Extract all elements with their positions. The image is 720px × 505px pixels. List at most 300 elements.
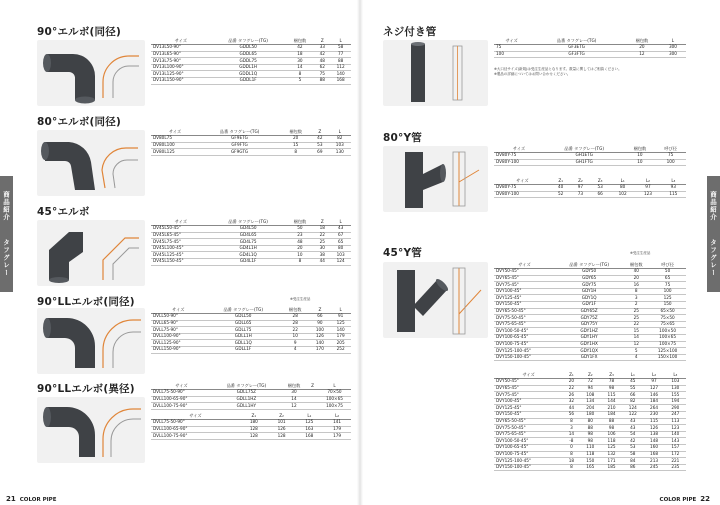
table-cell: 23 bbox=[286, 232, 315, 239]
table-cell: 97 bbox=[571, 185, 591, 192]
table-cell: 290 bbox=[665, 405, 686, 412]
table-cell: 110 bbox=[580, 445, 601, 452]
table-cell: GF9GTG bbox=[199, 149, 280, 156]
table-cell: 40 bbox=[623, 269, 649, 276]
table-cell: 66 bbox=[310, 314, 331, 321]
col-header: サイズ bbox=[151, 413, 240, 420]
table-row bbox=[494, 159, 686, 166]
table-cell: 18 bbox=[314, 226, 330, 233]
table-cell: 100×65 bbox=[318, 396, 351, 403]
table-cell: DVLL75-50-90° bbox=[151, 390, 212, 397]
page-fold bbox=[357, 0, 363, 505]
table-cell: 12 bbox=[624, 51, 660, 58]
col-header: 梱包数 bbox=[286, 219, 315, 226]
table-cell: DVY125-45° bbox=[494, 295, 555, 302]
table-cell: 247 bbox=[665, 412, 686, 419]
title-ll90: 90°LLエルボ(同径) bbox=[37, 296, 135, 308]
table-cell: GDY1Q bbox=[555, 295, 623, 302]
col-header: 品番 タフグレー(TG) bbox=[544, 146, 625, 153]
table-cell: 55 bbox=[622, 385, 643, 392]
table-cell: GD4L1F bbox=[211, 259, 286, 266]
table-elbow45 bbox=[151, 219, 351, 266]
table-cell: DVY150-100-45° bbox=[494, 354, 555, 361]
table-cell: 140 bbox=[310, 340, 331, 347]
col-header: 品番 タフグレー(TG) bbox=[529, 38, 624, 45]
photo-y80 bbox=[383, 146, 488, 212]
table-cell: 38 bbox=[314, 252, 330, 259]
table-cell: DVLL100-75-90° bbox=[151, 403, 212, 410]
table-cell: GDLL1HY bbox=[212, 403, 281, 410]
table-cell: 66 bbox=[622, 392, 643, 399]
table-cell: 127 bbox=[643, 385, 664, 392]
table-cell: 115 bbox=[643, 418, 664, 425]
table-cell: 22 bbox=[623, 321, 649, 328]
table-cell: GDDL50 bbox=[211, 45, 286, 52]
col-header: L₁ bbox=[610, 178, 635, 185]
table-cell: 26 bbox=[563, 392, 580, 399]
table-cell: 8 bbox=[563, 418, 580, 425]
table-row bbox=[494, 341, 686, 348]
col-header: Z₂ bbox=[268, 413, 296, 420]
table-cell: DVY75-45° bbox=[494, 392, 563, 399]
table-row bbox=[151, 333, 351, 340]
col-header: 梱包数 bbox=[281, 383, 307, 390]
table-elbow90 bbox=[151, 38, 351, 85]
table-row bbox=[494, 308, 686, 315]
table-cell: 103 bbox=[329, 142, 351, 149]
table-cell: 62 bbox=[314, 64, 330, 71]
table-cell: 10 bbox=[625, 153, 656, 160]
table-cell: 80 bbox=[580, 418, 601, 425]
table-ll90r-dims bbox=[151, 413, 351, 440]
table-cell: 4 bbox=[281, 347, 310, 354]
table-cell: 140 bbox=[330, 327, 351, 334]
col-header: 梱包数 bbox=[624, 38, 660, 45]
table-cell: 245 bbox=[643, 464, 664, 471]
table-cell: 103 bbox=[330, 252, 351, 259]
table-cell: 86 bbox=[622, 464, 643, 471]
col-header: サイズ bbox=[494, 146, 544, 153]
table-ll90r bbox=[151, 383, 351, 410]
table-cell: GF9FTG bbox=[199, 142, 280, 149]
table-cell: GF3ETG bbox=[529, 45, 624, 52]
table-cell: 300 bbox=[660, 45, 686, 52]
table-cell: 125 bbox=[295, 420, 323, 427]
col-header: L bbox=[330, 307, 351, 314]
table-cell: DVLL100-65-90° bbox=[151, 396, 212, 403]
title-threaded: ネジ付き管 bbox=[383, 26, 437, 38]
table-cell: DVY65-45° bbox=[494, 385, 563, 392]
title-y80: 80°Y管 bbox=[383, 132, 422, 144]
col-header: Z₁ bbox=[240, 413, 268, 420]
table-cell: DV13L125-90° bbox=[151, 71, 211, 78]
table-cell: 4 bbox=[623, 354, 649, 361]
table-row bbox=[494, 275, 686, 282]
table-cell: 53 bbox=[622, 445, 643, 452]
photo-elbow45 bbox=[37, 220, 145, 286]
col-header: L₂ bbox=[635, 178, 660, 185]
table-cell: 184 bbox=[643, 398, 664, 405]
table-cell: 14 bbox=[623, 335, 649, 342]
table-cell: 100 bbox=[655, 159, 686, 166]
table-cell: 150×100 bbox=[649, 354, 686, 361]
table-cell: DVY50-45° bbox=[494, 379, 563, 386]
col-header: サイズ bbox=[494, 38, 529, 45]
table-cell: 125 bbox=[601, 445, 622, 452]
table-cell: 132 bbox=[601, 451, 622, 458]
elbow80-illustration bbox=[37, 130, 145, 196]
table-cell: 18 bbox=[286, 51, 315, 58]
col-header: 品番 タフグレー(TG) bbox=[211, 219, 286, 226]
table-y80 bbox=[494, 146, 686, 166]
table-cell: 148 bbox=[643, 438, 664, 445]
col-header: 呼び径 bbox=[655, 146, 686, 153]
elbow90-illustration bbox=[37, 40, 145, 106]
table-cell: 66 bbox=[590, 191, 610, 198]
table-cell: 150 bbox=[649, 302, 686, 309]
table-cell: 43 bbox=[622, 425, 643, 432]
table-cell: DVY125-100-45° bbox=[494, 348, 555, 355]
table-cell: 126 bbox=[310, 333, 331, 340]
table-cell: 213 bbox=[643, 458, 664, 465]
table-cell: 171 bbox=[601, 458, 622, 465]
table-cell: DVLL100-75-90° bbox=[151, 433, 240, 440]
table-row bbox=[151, 347, 351, 354]
table-cell: 113 bbox=[665, 418, 686, 425]
col-header: 呼び径 bbox=[649, 262, 686, 269]
col-header: Z₃ bbox=[601, 372, 622, 379]
table-ll90 bbox=[151, 307, 351, 354]
table-row bbox=[151, 64, 351, 71]
note-y45: ※受注生産品 bbox=[630, 251, 651, 255]
table-cell: 58 bbox=[330, 45, 351, 52]
table-cell: 53 bbox=[311, 142, 328, 149]
table-cell: 108 bbox=[580, 392, 601, 399]
table-row bbox=[151, 426, 351, 433]
col-header: L bbox=[330, 219, 351, 226]
table-cell: 15 bbox=[280, 142, 311, 149]
table-cell: 194 bbox=[665, 398, 686, 405]
table-cell: 28 bbox=[281, 314, 310, 321]
table-cell: 30 bbox=[281, 390, 307, 397]
col-header: 梱包数 bbox=[625, 146, 656, 153]
table-cell: DV80Y-100 bbox=[494, 159, 544, 166]
table-cell: DVLL150-90° bbox=[151, 347, 206, 354]
table-cell: GH1ETG bbox=[544, 153, 625, 160]
table-row bbox=[151, 259, 351, 266]
table-cell: 18 bbox=[563, 458, 580, 465]
table-row bbox=[494, 51, 686, 58]
title-elbow45: 45°エルボ bbox=[37, 206, 90, 218]
table-cell: DV80L75 bbox=[151, 136, 199, 143]
table-cell: DVY150-100-45° bbox=[494, 464, 563, 471]
table-cell: 8 bbox=[280, 149, 311, 156]
table-cell: DVLL50-90° bbox=[151, 314, 206, 321]
table-cell: DVY100-50-45° bbox=[494, 438, 563, 445]
table-cell: 75×65 bbox=[649, 321, 686, 328]
col-header: サイズ bbox=[151, 38, 211, 45]
table-cell: 143 bbox=[665, 438, 686, 445]
table-cell: 125 bbox=[649, 295, 686, 302]
col-header: Z bbox=[307, 383, 318, 390]
table-cell: 77 bbox=[330, 51, 351, 58]
table-cell: 130 bbox=[665, 385, 686, 392]
table-cell: GDY1F bbox=[555, 302, 623, 309]
table-cell: DVY65-50-45° bbox=[494, 418, 563, 425]
table-cell: 122 bbox=[622, 412, 643, 419]
table-cell: DV45L65-45° bbox=[151, 232, 211, 239]
table-cell: GDLL75 bbox=[206, 327, 281, 334]
table-cell: 10 bbox=[286, 252, 315, 259]
table-cell: GDY75 bbox=[555, 282, 623, 289]
table-cell: 8 bbox=[286, 259, 315, 266]
table-cell: 125×100 bbox=[649, 348, 686, 355]
table-cell: 14 bbox=[286, 64, 315, 71]
table-cell: 130 bbox=[329, 149, 351, 156]
col-header: サイズ bbox=[151, 129, 199, 136]
table-row bbox=[151, 51, 351, 58]
table-cell: 28 bbox=[281, 320, 310, 327]
table-cell: DV13L75-90° bbox=[151, 58, 211, 65]
table-cell: 14 bbox=[563, 431, 580, 438]
col-header: 品番 タフグレー(TG) bbox=[199, 129, 280, 136]
table-cell: 88 bbox=[601, 418, 622, 425]
table-cell: DV45L150-45° bbox=[151, 259, 211, 266]
table-cell: 52 bbox=[551, 191, 571, 198]
table-row bbox=[151, 78, 351, 85]
table-cell: 25 bbox=[623, 315, 649, 322]
table-cell: 264 bbox=[643, 405, 664, 412]
table-cell: 100 bbox=[310, 327, 331, 334]
table-row bbox=[494, 45, 686, 52]
table-cell: 32 bbox=[563, 398, 580, 405]
table-cell: DVY100-65-45° bbox=[494, 335, 555, 342]
table-cell: DV45L75-45° bbox=[151, 239, 211, 246]
table-y45-dims bbox=[494, 372, 686, 471]
table-row bbox=[494, 451, 686, 458]
table-cell: 44 bbox=[314, 259, 330, 266]
table-cell: 126 bbox=[268, 426, 296, 433]
col-header: サイズ bbox=[151, 307, 206, 314]
table-cell: 221 bbox=[665, 458, 686, 465]
table-cell: DVLL100-90° bbox=[151, 333, 206, 340]
table-cell: 88 bbox=[580, 425, 601, 432]
table-cell: 42 bbox=[622, 438, 643, 445]
table-cell: DVY75-50-45° bbox=[494, 425, 563, 432]
table-cell: 165 bbox=[580, 464, 601, 471]
title-ll90r: 90°LLエルボ(異径) bbox=[37, 383, 135, 395]
table-cell: DVY65-45° bbox=[494, 275, 555, 282]
table-cell: 300 bbox=[660, 51, 686, 58]
table-cell: DV13L50-90° bbox=[151, 45, 211, 52]
table-cell: 0 bbox=[563, 445, 580, 452]
col-header: Z bbox=[311, 129, 328, 136]
col-header: L bbox=[329, 129, 351, 136]
table-cell: 235 bbox=[665, 464, 686, 471]
table-cell: 94 bbox=[580, 385, 601, 392]
table-cell: 20 bbox=[624, 45, 660, 52]
table-cell: 112 bbox=[330, 64, 351, 71]
table-cell: 98 bbox=[580, 431, 601, 438]
table-cell: DVY125-45° bbox=[494, 405, 563, 412]
table-cell: GDY75Y bbox=[555, 321, 623, 328]
col-header: L bbox=[330, 38, 351, 45]
table-row bbox=[494, 288, 686, 295]
table-cell: 82 bbox=[329, 136, 351, 143]
table-row bbox=[151, 433, 351, 440]
table-cell: 97 bbox=[643, 379, 664, 386]
side-tab-left: 商品紹介 タフグレー bbox=[0, 176, 13, 292]
table-cell: DV80Y-75 bbox=[494, 185, 551, 192]
table-cell: 140 bbox=[330, 71, 351, 78]
title-elbow80: 80°エルボ(同径) bbox=[37, 116, 121, 128]
table-cell: DVY75-65-45° bbox=[494, 321, 555, 328]
table-cell: GF9ETG bbox=[199, 136, 280, 143]
table-cell: 73 bbox=[571, 191, 591, 198]
table-cell: GD4L75 bbox=[211, 239, 286, 246]
table-cell bbox=[307, 390, 318, 397]
table-cell: GDY1FX bbox=[555, 354, 623, 361]
col-header: L bbox=[318, 383, 351, 390]
table-cell: DVY100-45° bbox=[494, 288, 555, 295]
table-cell: GDLL50 bbox=[206, 314, 281, 321]
elbow45-illustration bbox=[37, 220, 145, 286]
table-cell: 123 bbox=[635, 191, 660, 198]
table-cell: 15 bbox=[623, 328, 649, 335]
photo-threaded bbox=[383, 40, 488, 106]
table-cell: 138 bbox=[643, 431, 664, 438]
table-cell: 30 bbox=[314, 245, 330, 252]
table-cell: 72 bbox=[580, 379, 601, 386]
table-cell: DVLL65-90° bbox=[151, 320, 206, 327]
table-cell: GDDL75 bbox=[211, 58, 286, 65]
table-cell: 170 bbox=[310, 347, 331, 354]
table-cell: 118 bbox=[580, 451, 601, 458]
table-cell: DVY125-100-45° bbox=[494, 458, 563, 465]
col-header: L₃ bbox=[661, 178, 686, 185]
col-header: サイズ bbox=[494, 178, 551, 185]
table-cell: 179 bbox=[323, 433, 351, 440]
table-cell: 25 bbox=[623, 308, 649, 315]
table-cell bbox=[307, 396, 318, 403]
table-cell: 157 bbox=[665, 445, 686, 452]
table-cell: 179 bbox=[330, 333, 351, 340]
table-row bbox=[494, 185, 686, 192]
table-row bbox=[494, 418, 686, 425]
table-cell: DV80L100 bbox=[151, 142, 199, 149]
table-cell: DV45L100-45° bbox=[151, 245, 211, 252]
col-header: Z bbox=[314, 219, 330, 226]
table-cell: DVLL125-90° bbox=[151, 340, 206, 347]
table-cell: 70×50 bbox=[318, 390, 351, 397]
table-cell: 75×50 bbox=[649, 315, 686, 322]
table-cell: 8 bbox=[563, 451, 580, 458]
table-cell: 33 bbox=[314, 45, 330, 52]
table-row bbox=[151, 232, 351, 239]
table-cell: 128 bbox=[268, 433, 296, 440]
table-cell: 106 bbox=[601, 431, 622, 438]
table-cell: 50 bbox=[649, 269, 686, 276]
table-cell: 150 bbox=[580, 458, 601, 465]
table-cell: 10 bbox=[281, 333, 310, 340]
table-cell: 9 bbox=[281, 340, 310, 347]
table-cell: 8 bbox=[563, 464, 580, 471]
note-threaded-1: ※大口径サイズ(新規)は受注生産品となります。数量に関してはご相談ください。 bbox=[494, 67, 622, 71]
table-cell: 168 bbox=[643, 451, 664, 458]
table-cell: 100×75 bbox=[649, 341, 686, 348]
table-cell: 88 bbox=[330, 58, 351, 65]
table-cell: GDDL1Q bbox=[211, 71, 286, 78]
table-cell: 102 bbox=[610, 191, 635, 198]
table-cell: 75 bbox=[314, 71, 330, 78]
table-cell: 43 bbox=[330, 226, 351, 233]
table-cell: 126 bbox=[643, 425, 664, 432]
table-cell: DVY150-45° bbox=[494, 412, 563, 419]
table-cell: 78 bbox=[601, 379, 622, 386]
table-cell: 98 bbox=[601, 425, 622, 432]
table-cell: 100 bbox=[494, 51, 529, 58]
note-threaded-2: ※製品の詳細についてはお問い合わせください。 bbox=[494, 72, 571, 76]
table-row bbox=[494, 398, 686, 405]
table-cell: 20 bbox=[563, 379, 580, 386]
table-cell: 12 bbox=[623, 341, 649, 348]
table-cell: 10 bbox=[625, 159, 656, 166]
table-cell: GD4L65 bbox=[211, 232, 286, 239]
table-cell: GDY1QX bbox=[555, 348, 623, 355]
table-row bbox=[151, 396, 351, 403]
table-cell: GDY75Z bbox=[555, 315, 623, 322]
table-row bbox=[494, 464, 686, 471]
col-header: 梱包数 bbox=[286, 38, 315, 45]
y80-illustration bbox=[383, 146, 488, 212]
table-cell: 14 bbox=[281, 396, 307, 403]
table-cell: 98 bbox=[601, 385, 622, 392]
table-cell: GF3FTG bbox=[529, 51, 624, 58]
table-cell: 180 bbox=[240, 420, 268, 427]
table-cell: GDY65Z bbox=[555, 308, 623, 315]
table-cell: 48 bbox=[314, 58, 330, 65]
table-cell: 65 bbox=[330, 239, 351, 246]
table-cell: 54 bbox=[622, 431, 643, 438]
table-cell: 5 bbox=[286, 78, 315, 85]
col-header: Z bbox=[310, 307, 331, 314]
table-cell: GDLL75Z bbox=[212, 390, 281, 397]
table-cell: 100×75 bbox=[318, 403, 351, 410]
table-cell: 67 bbox=[330, 232, 351, 239]
table-cell: 115 bbox=[661, 191, 686, 198]
col-header: L₃ bbox=[665, 372, 686, 379]
table-row bbox=[151, 245, 351, 252]
table-cell: 230 bbox=[643, 412, 664, 419]
table-cell: 128 bbox=[240, 426, 268, 433]
table-cell: GDDL1H bbox=[211, 64, 286, 71]
col-header: L₁ bbox=[622, 372, 643, 379]
table-cell: 205 bbox=[330, 340, 351, 347]
table-cell: 42 bbox=[286, 45, 315, 52]
table-y45 bbox=[494, 262, 686, 361]
table-cell: 124 bbox=[622, 405, 643, 412]
photo-elbow80 bbox=[37, 130, 145, 196]
table-cell: GD4L1Q bbox=[211, 252, 286, 259]
table-cell: GDY1HZ bbox=[555, 328, 623, 335]
table-cell: 168 bbox=[330, 78, 351, 85]
table-cell: 75 bbox=[655, 153, 686, 160]
ll90r-illustration bbox=[37, 397, 145, 463]
table-cell: GDLL1Q bbox=[206, 340, 281, 347]
table-cell: GD4L1H bbox=[211, 245, 286, 252]
table-cell: DV13L150-90° bbox=[151, 78, 211, 85]
table-cell: 44 bbox=[563, 405, 580, 412]
